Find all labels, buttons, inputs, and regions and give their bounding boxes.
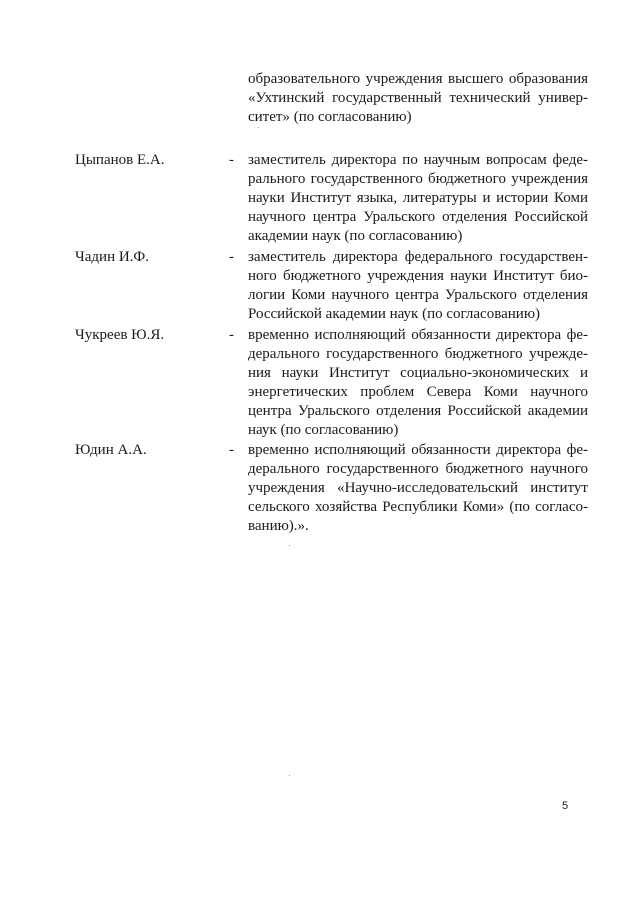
text-line: временно исполняющий обязанности директора фе- bbox=[248, 327, 588, 343]
member-position bbox=[248, 326, 588, 440]
text-line: образовательного учреждения высшего образования bbox=[248, 71, 588, 87]
member-position bbox=[248, 441, 588, 536]
member-name: Юдин А.А. bbox=[75, 442, 147, 458]
entry-dash: - bbox=[229, 249, 234, 265]
text-line: учреждения «Научно-исследовательский институт bbox=[248, 480, 588, 496]
text-line: «Ухтинский государственный технический универ- bbox=[248, 90, 588, 106]
member-name: Чадин И.Ф. bbox=[75, 249, 150, 265]
text-line: рального государственного бюджетного учреждения bbox=[248, 171, 588, 187]
member-name: Цыпанов Е.А. bbox=[75, 152, 165, 168]
text-line: ситет» (по согласованию) bbox=[248, 109, 412, 125]
entry-dash: - bbox=[229, 327, 234, 343]
text-line: наук (по согласованию) bbox=[248, 422, 399, 438]
text-line: ного бюджетного учреждения науки Институт био- bbox=[248, 268, 588, 284]
text-line: дерального государственного бюджетного научного bbox=[248, 461, 588, 477]
member-position bbox=[248, 151, 588, 246]
text-line: заместитель директора по научным вопросам феде- bbox=[248, 152, 588, 168]
scan-speck bbox=[289, 545, 290, 546]
text-line: дерального государственного бюджетного учрежде- bbox=[248, 346, 588, 362]
page-number: 5 bbox=[562, 800, 569, 812]
text-line: временно исполняющий обязанности директора фе- bbox=[248, 442, 588, 458]
entry-dash: - bbox=[229, 152, 234, 168]
member-name: Чукреев Ю.Я. bbox=[75, 327, 165, 343]
entry-dash: - bbox=[229, 442, 234, 458]
member-position bbox=[248, 248, 588, 324]
continuation-paragraph bbox=[248, 70, 588, 127]
text-line: ния науки Институт социально-экономических и bbox=[248, 365, 588, 381]
text-line: логии Коми научного центра Уральского отделения bbox=[248, 287, 588, 303]
text-line: Российской академии наук (по согласованию) bbox=[248, 306, 541, 322]
text-line: ванию).». bbox=[248, 518, 309, 534]
text-line: академии наук (по согласованию) bbox=[248, 228, 463, 244]
text-line: научного центра Уральского отделения Российской bbox=[248, 209, 588, 225]
scan-speck bbox=[258, 127, 259, 128]
text-line: энергетических проблем Севера Коми научного bbox=[248, 384, 588, 400]
text-line: сельского хозяйства Республики Коми» (по согласо- bbox=[248, 499, 588, 515]
text-line: центра Уральского отделения Российской академии bbox=[248, 403, 588, 419]
scan-speck bbox=[289, 775, 290, 776]
text-line: науки Институт языка, литературы и истории Коми bbox=[248, 190, 588, 206]
text-line: заместитель директора федерального государствен- bbox=[248, 249, 588, 265]
